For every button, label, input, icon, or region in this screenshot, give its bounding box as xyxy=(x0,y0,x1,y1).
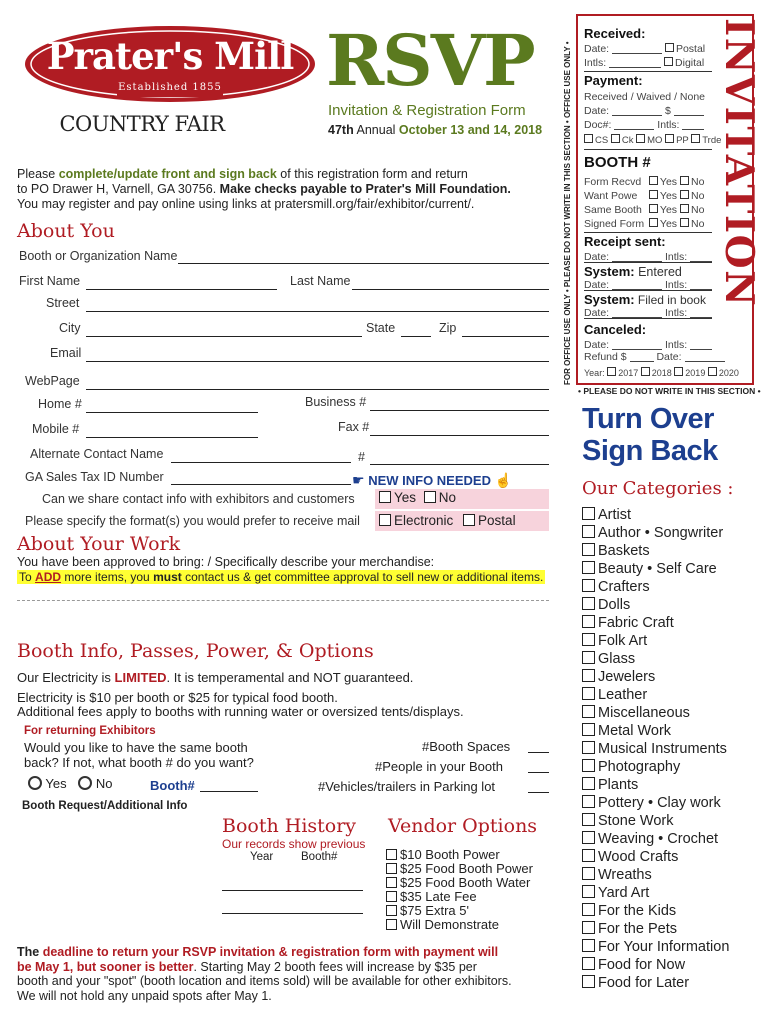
office-yes: Yes xyxy=(659,176,678,188)
office-date-label: Date: xyxy=(656,351,682,363)
annual-prefix: 47th xyxy=(328,123,354,137)
work-must: must xyxy=(153,570,182,584)
people-label: #People in your Booth xyxy=(375,759,503,774)
alt-hash-label: # xyxy=(358,450,365,464)
category-checkbox[interactable] xyxy=(582,885,595,898)
format-question: Please specify the format(s) you would prefer to receive mail xyxy=(25,514,360,528)
category-checkbox[interactable] xyxy=(582,867,595,880)
category-label: Dolls xyxy=(598,597,631,613)
category-label: Glass xyxy=(598,651,636,667)
office-vertical-note: FOR OFFICE USE ONLY • PLEASE DO NOT WRITE IN THIS SECTION • OFFICE USE ONLY • xyxy=(563,41,572,385)
category-item[interactable] xyxy=(582,921,677,937)
same-booth-no-radio[interactable] xyxy=(78,776,92,790)
category-label: Fabric Craft xyxy=(598,615,674,631)
office-system-label: System: xyxy=(584,292,635,307)
home-field[interactable] xyxy=(86,412,258,413)
electricity-line xyxy=(17,670,413,685)
annual-word: Annual xyxy=(356,123,396,137)
history-year-col: Year xyxy=(250,851,274,863)
work-line1: You have been approved to bring: / Specifically describe your merchandise: xyxy=(17,555,435,569)
office-intls-label: Intls: xyxy=(657,119,680,131)
category-checkbox[interactable] xyxy=(582,813,595,826)
vendor-option-label: $25 Food Booth Water xyxy=(400,875,531,890)
office-bottom-note: • PLEASE DO NOT WRITE IN THIS SECTION • xyxy=(578,386,761,396)
logo xyxy=(22,24,318,152)
office-yes: Yes xyxy=(659,218,678,230)
category-label: Food for Now xyxy=(598,957,686,973)
category-label: Plants xyxy=(598,777,639,793)
vendor-option[interactable] xyxy=(386,917,499,932)
office-refund-label: Refund $ xyxy=(584,351,627,363)
category-label: Artist xyxy=(598,507,632,523)
office-divider xyxy=(584,149,712,150)
office-intls-label: Intls: xyxy=(664,251,688,263)
work-mid: more items, you xyxy=(64,570,150,584)
category-item[interactable] xyxy=(582,705,690,721)
pay-method: MO xyxy=(647,135,663,146)
business-field[interactable] xyxy=(370,410,549,411)
category-checkbox[interactable] xyxy=(582,651,595,664)
category-checkbox[interactable] xyxy=(582,633,595,646)
category-checkbox[interactable] xyxy=(582,903,595,916)
alt-phone-field[interactable] xyxy=(370,464,549,465)
category-item[interactable] xyxy=(582,831,718,847)
category-item[interactable] xyxy=(582,939,729,955)
deadline-red2: be May 1, but sooner is better xyxy=(17,959,194,974)
same-booth-yes-radio[interactable] xyxy=(28,776,42,790)
office-payment: Payment: xyxy=(584,73,643,88)
category-label: Baskets xyxy=(598,543,650,559)
zip-label: Zip xyxy=(439,321,457,335)
office-receipt: Receipt sent: xyxy=(584,234,666,249)
work-line2 xyxy=(17,570,545,584)
pay-method: PP xyxy=(676,135,689,146)
pay-method: CS xyxy=(595,135,609,146)
category-checkbox[interactable] xyxy=(582,543,595,556)
office-divider xyxy=(584,262,712,263)
office-intls-label: Intls: xyxy=(664,307,688,319)
vendor-option[interactable] xyxy=(386,875,530,890)
office-check-label: Signed Form xyxy=(584,218,645,230)
format-options xyxy=(379,513,516,528)
category-item[interactable] xyxy=(582,597,630,613)
category-checkbox[interactable] xyxy=(582,975,595,988)
vendor-option-label: $75 Extra 5' xyxy=(400,903,469,918)
category-item[interactable] xyxy=(582,687,647,703)
category-item[interactable] xyxy=(582,975,689,991)
office-date-label: Date: xyxy=(584,251,610,263)
office-year: 2019 xyxy=(685,368,706,378)
tax-id-label: GA Sales Tax ID Number xyxy=(25,470,164,484)
vendor-option-checkbox[interactable] xyxy=(386,849,397,860)
elec-post: . It is temperamental and NOT guaranteed. xyxy=(166,670,414,685)
office-divider xyxy=(584,290,712,291)
tax-id-field[interactable] xyxy=(171,484,351,485)
office-date-label: Date: xyxy=(584,105,610,117)
same-booth-q1: Would you like to have the same booth xyxy=(24,740,248,755)
category-item[interactable] xyxy=(582,543,650,559)
category-checkbox[interactable] xyxy=(582,849,595,862)
intro-online: You may register and pay online using links at pratersmill.org/fair/exhibitor/current/. xyxy=(17,197,475,211)
new-info-row xyxy=(352,472,512,489)
category-item[interactable] xyxy=(582,633,647,649)
vehicles-label: #Vehicles/trailers in Parking lot xyxy=(318,779,496,794)
office-entered: Entered xyxy=(638,265,682,279)
category-label: Wreaths xyxy=(598,867,652,883)
vendor-option[interactable] xyxy=(386,903,469,918)
categories-heading: Our Categories : xyxy=(582,478,734,499)
fair-dates: October 13 and 14, 2018 xyxy=(398,123,543,137)
vendor-option-label: $35 Late Fee xyxy=(400,889,477,904)
fax-field[interactable] xyxy=(370,435,549,436)
office-digital-checkbox xyxy=(664,57,673,66)
category-checkbox[interactable] xyxy=(582,705,595,718)
booth-number-field[interactable] xyxy=(200,791,258,792)
category-label: Musical Instruments xyxy=(598,741,727,757)
office-yes: Yes xyxy=(659,204,678,216)
category-checkbox[interactable] xyxy=(582,795,595,808)
business-label: Business # xyxy=(305,395,367,409)
category-item[interactable] xyxy=(582,885,649,901)
office-received-date xyxy=(584,43,705,55)
annual-line xyxy=(328,123,542,137)
vendor-option-label: Will Demonstrate xyxy=(400,917,499,932)
same-booth-yes-label: Yes xyxy=(45,776,67,791)
category-checkbox[interactable] xyxy=(582,579,595,592)
office-system-filed xyxy=(584,292,706,307)
webpage-label: WebPage xyxy=(25,374,80,388)
office-filed: Filed in book xyxy=(637,293,706,307)
office-postal-label: Postal xyxy=(675,43,706,55)
format-postal-label: Postal xyxy=(478,513,516,528)
category-item[interactable] xyxy=(582,759,680,775)
additional-fees: Additional fees apply to booths with running water or oversized tents/displays. xyxy=(17,704,464,719)
vendor-option-checkbox[interactable] xyxy=(386,905,397,916)
office-booth: BOOTH # xyxy=(584,154,651,171)
office-system-label: System: xyxy=(584,264,635,279)
category-label: For Your Information xyxy=(598,939,730,955)
category-checkbox[interactable] xyxy=(582,615,595,628)
intro-rest: of this registration form and return xyxy=(280,167,468,181)
street-label: Street xyxy=(46,296,80,310)
new-info-label: NEW INFO NEEDED xyxy=(368,473,491,488)
elec-pre: Our Electricity is xyxy=(17,670,111,685)
office-payment-date xyxy=(584,105,704,117)
office-year: 2018 xyxy=(651,368,672,378)
vendor-option-checkbox[interactable] xyxy=(386,919,397,930)
email-label: Email xyxy=(50,346,82,360)
format-postal-checkbox[interactable] xyxy=(463,514,475,526)
state-field[interactable] xyxy=(401,336,431,337)
office-system-entered xyxy=(584,264,682,279)
office-year: 2017 xyxy=(618,368,639,378)
office-intls-label: Intls: xyxy=(664,339,688,351)
office-check-label: Form Recvd xyxy=(584,176,642,188)
office-no: No xyxy=(690,176,705,188)
office-form-recvd xyxy=(584,176,704,188)
category-item[interactable] xyxy=(582,669,655,685)
category-checkbox[interactable] xyxy=(582,687,595,700)
category-label: Miscellaneous xyxy=(598,705,690,721)
category-item[interactable] xyxy=(582,507,631,523)
office-no: No xyxy=(690,218,705,230)
booth-request-label: Booth Request/Additional Info xyxy=(22,800,188,812)
category-checkbox[interactable] xyxy=(582,957,595,970)
booth-history-heading: Booth History xyxy=(222,815,357,837)
about-work-heading: About Your Work xyxy=(17,533,181,555)
category-label: Author • Songwriter xyxy=(598,525,724,541)
deadline-notice xyxy=(17,945,512,1003)
category-label: Leather xyxy=(598,687,648,703)
category-label: Wood Crafts xyxy=(598,849,679,865)
office-want-power xyxy=(584,190,704,202)
office-divider xyxy=(584,318,712,319)
vendor-option-checkbox[interactable] xyxy=(386,891,397,902)
office-dollar: $ xyxy=(664,105,671,117)
category-label: Pottery • Clay work xyxy=(598,795,721,811)
category-checkbox[interactable] xyxy=(582,921,595,934)
office-same-booth xyxy=(584,204,704,216)
category-checkbox[interactable] xyxy=(582,597,595,610)
elec-limited: LIMITED xyxy=(114,670,167,685)
office-date-label: Date: xyxy=(584,307,610,319)
sign-back: Sign Back xyxy=(582,435,718,467)
office-intls-label: Intls: xyxy=(584,57,607,69)
office-years xyxy=(584,367,739,378)
people-field[interactable] xyxy=(528,772,549,773)
last-name-field[interactable] xyxy=(352,289,549,290)
deadline-line3: We will not hold any unpaid spots after May 1. xyxy=(17,988,272,1003)
share-yes-label: Yes xyxy=(394,490,417,505)
office-intls-label: Intls: xyxy=(664,279,688,291)
last-name-label: Last Name xyxy=(290,274,351,288)
category-label: Photography xyxy=(598,759,681,775)
intro-green: complete/update front and sign back xyxy=(58,167,277,181)
electricity-price: Electricity is $10 per booth or $25 for typical food booth. xyxy=(17,690,338,705)
work-description-field[interactable] xyxy=(17,600,549,601)
office-year: 2020 xyxy=(718,368,739,378)
category-label: For the Pets xyxy=(598,921,677,937)
category-label: Yard Art xyxy=(598,885,650,901)
work-post: contact us & get committee approval to sell new or additional items. xyxy=(185,570,544,584)
share-question: Can we share contact info with exhibitors and customers xyxy=(42,492,355,506)
deadline-the: The xyxy=(17,945,40,959)
category-item[interactable] xyxy=(582,777,638,793)
mobile-label: Mobile # xyxy=(32,422,80,436)
category-label: Weaving • Crochet xyxy=(598,831,719,847)
category-label: Food for Later xyxy=(598,975,690,991)
vendor-option[interactable] xyxy=(386,889,477,904)
share-no-label: No xyxy=(438,490,457,505)
share-options xyxy=(379,490,456,505)
vendor-option-label: $10 Booth Power xyxy=(400,847,500,862)
booth-number-label: Booth# xyxy=(150,778,195,793)
work-to: To xyxy=(19,570,32,584)
category-checkbox[interactable] xyxy=(582,507,595,520)
category-checkbox[interactable] xyxy=(582,939,595,952)
booth-info-heading: Booth Info, Passes, Power, & Options xyxy=(17,640,374,662)
category-checkbox[interactable] xyxy=(582,723,595,736)
turn-over: Turn Over xyxy=(582,403,714,435)
vendor-option-checkbox[interactable] xyxy=(386,863,397,874)
pointing-up-icon: ☝ xyxy=(494,472,513,488)
webpage-field[interactable] xyxy=(86,389,549,390)
pay-method: Trde xyxy=(702,135,722,146)
logo-brand: Prater's Mill xyxy=(46,34,294,78)
office-received-intls xyxy=(584,57,704,69)
category-checkbox[interactable] xyxy=(582,831,595,844)
office-year-label: Year: xyxy=(584,368,605,378)
office-rwn: Received / Waived / None xyxy=(584,91,706,103)
deadline-red1: deadline to return your RSVP invitation & registration form with payment will xyxy=(42,945,499,959)
street-field[interactable] xyxy=(86,311,549,312)
category-label: Stone Work xyxy=(598,813,674,829)
office-check-label: Want Powe xyxy=(584,190,638,202)
history-row-2 xyxy=(222,913,363,914)
category-item[interactable] xyxy=(582,615,674,631)
same-booth-no-label: No xyxy=(95,776,113,791)
office-postal-checkbox xyxy=(665,43,674,52)
office-canceled-date xyxy=(584,339,712,351)
home-label: Home # xyxy=(38,397,82,411)
category-item[interactable] xyxy=(582,867,652,883)
state-label: State xyxy=(366,321,396,335)
office-no: No xyxy=(690,190,705,202)
category-item[interactable] xyxy=(582,525,723,541)
category-checkbox[interactable] xyxy=(582,669,595,682)
vendor-option-label: $25 Food Booth Power xyxy=(400,861,533,876)
category-checkbox[interactable] xyxy=(582,777,595,790)
intro-checks: Make checks payable to Prater's Mill Foundation. xyxy=(219,182,511,196)
office-digital-label: Digital xyxy=(675,57,705,69)
category-label: Crafters xyxy=(598,579,650,595)
booth-spaces-field[interactable] xyxy=(528,752,549,753)
category-checkbox[interactable] xyxy=(582,525,595,538)
category-label: Beauty • Self Care xyxy=(598,561,717,577)
rsvp-title: RSVP xyxy=(326,19,534,102)
logo-established: Established 1855 xyxy=(118,82,222,93)
same-booth-q2: back? If not, what booth # do you want? xyxy=(24,755,254,770)
vendor-option[interactable] xyxy=(386,847,500,862)
office-doc xyxy=(584,119,704,131)
intro-lead: Please xyxy=(17,167,56,181)
category-item[interactable] xyxy=(582,813,674,829)
vendor-option-checkbox[interactable] xyxy=(386,877,397,888)
office-date-label: Date: xyxy=(584,43,610,55)
work-add: ADD xyxy=(35,570,62,584)
share-no-checkbox[interactable] xyxy=(424,491,436,503)
history-note: Our records show previous xyxy=(222,837,366,851)
booth-org-field[interactable] xyxy=(178,263,549,264)
category-label: Jewelers xyxy=(598,669,656,685)
office-signed-form xyxy=(584,218,704,230)
category-label: For the Kids xyxy=(598,903,677,919)
deadline-line2: booth and your "spot" (booth location and items sold) will be available for other exhibitors. xyxy=(17,974,512,988)
vendor-options-heading: Vendor Options xyxy=(388,815,538,837)
category-item[interactable] xyxy=(582,795,721,811)
first-name-label: First Name xyxy=(19,274,81,288)
share-yes-checkbox[interactable] xyxy=(379,491,391,503)
alt-contact-label: Alternate Contact Name xyxy=(30,447,164,461)
fax-label: Fax # xyxy=(338,420,370,434)
category-label: Folk Art xyxy=(598,633,648,649)
returning-label: For returning Exhibitors xyxy=(24,725,156,737)
pay-method: Ck xyxy=(621,135,634,146)
first-name-field[interactable] xyxy=(86,289,277,290)
booth-org-label: Booth or Organization Name xyxy=(19,249,178,263)
pointing-hand-icon: ☛ xyxy=(352,472,365,488)
category-item[interactable] xyxy=(582,741,727,757)
city-label: City xyxy=(59,321,81,335)
deadline-rest1: . Starting May 2 booth fees will increase by $35 per xyxy=(193,959,477,974)
alt-contact-field[interactable] xyxy=(171,462,351,463)
logo-subtitle: COUNTRY FAIR xyxy=(59,112,225,136)
office-check-label: Same Booth xyxy=(584,204,642,216)
zip-field[interactable] xyxy=(462,336,549,337)
category-item[interactable] xyxy=(582,579,650,595)
office-divider xyxy=(584,232,712,233)
city-field[interactable] xyxy=(86,336,362,337)
category-item[interactable] xyxy=(582,957,685,973)
category-item[interactable] xyxy=(582,561,717,577)
office-yes: Yes xyxy=(659,190,678,202)
office-no: No xyxy=(690,204,705,216)
intro-address: to PO Drawer H, Varnell, GA 30756. xyxy=(17,182,217,196)
history-row-1 xyxy=(222,890,363,891)
category-label: Metal Work xyxy=(598,723,672,739)
category-item[interactable] xyxy=(582,723,671,739)
vehicles-field[interactable] xyxy=(528,792,549,793)
form-name: Invitation & Registration Form xyxy=(328,102,526,119)
same-booth-options xyxy=(28,776,112,791)
office-pay-methods xyxy=(584,134,721,146)
category-checkbox[interactable] xyxy=(582,741,595,754)
booth-spaces-label: #Booth Spaces xyxy=(422,739,511,754)
office-canceled: Canceled: xyxy=(584,322,647,337)
about-you-heading: About You xyxy=(17,220,115,242)
history-booth-col: Booth# xyxy=(301,851,338,863)
intro xyxy=(17,167,511,212)
format-electronic-label: Electronic xyxy=(394,513,454,528)
office-refund xyxy=(584,351,725,363)
category-item[interactable] xyxy=(582,651,635,667)
category-checkbox[interactable] xyxy=(582,561,595,574)
category-item[interactable] xyxy=(582,903,676,919)
category-item[interactable] xyxy=(582,849,678,865)
office-doc-label: Doc#: xyxy=(584,119,612,131)
vendor-option[interactable] xyxy=(386,861,533,876)
mobile-field[interactable] xyxy=(86,437,258,438)
office-divider xyxy=(584,71,712,72)
email-field[interactable] xyxy=(86,361,549,362)
format-electronic-checkbox[interactable] xyxy=(379,514,391,526)
office-received: Received: xyxy=(584,26,646,41)
invitation-vertical: INVITATION xyxy=(716,18,762,308)
office-date-label: Date: xyxy=(584,279,610,291)
office-date-label: Date: xyxy=(584,339,610,351)
category-checkbox[interactable] xyxy=(582,759,595,772)
